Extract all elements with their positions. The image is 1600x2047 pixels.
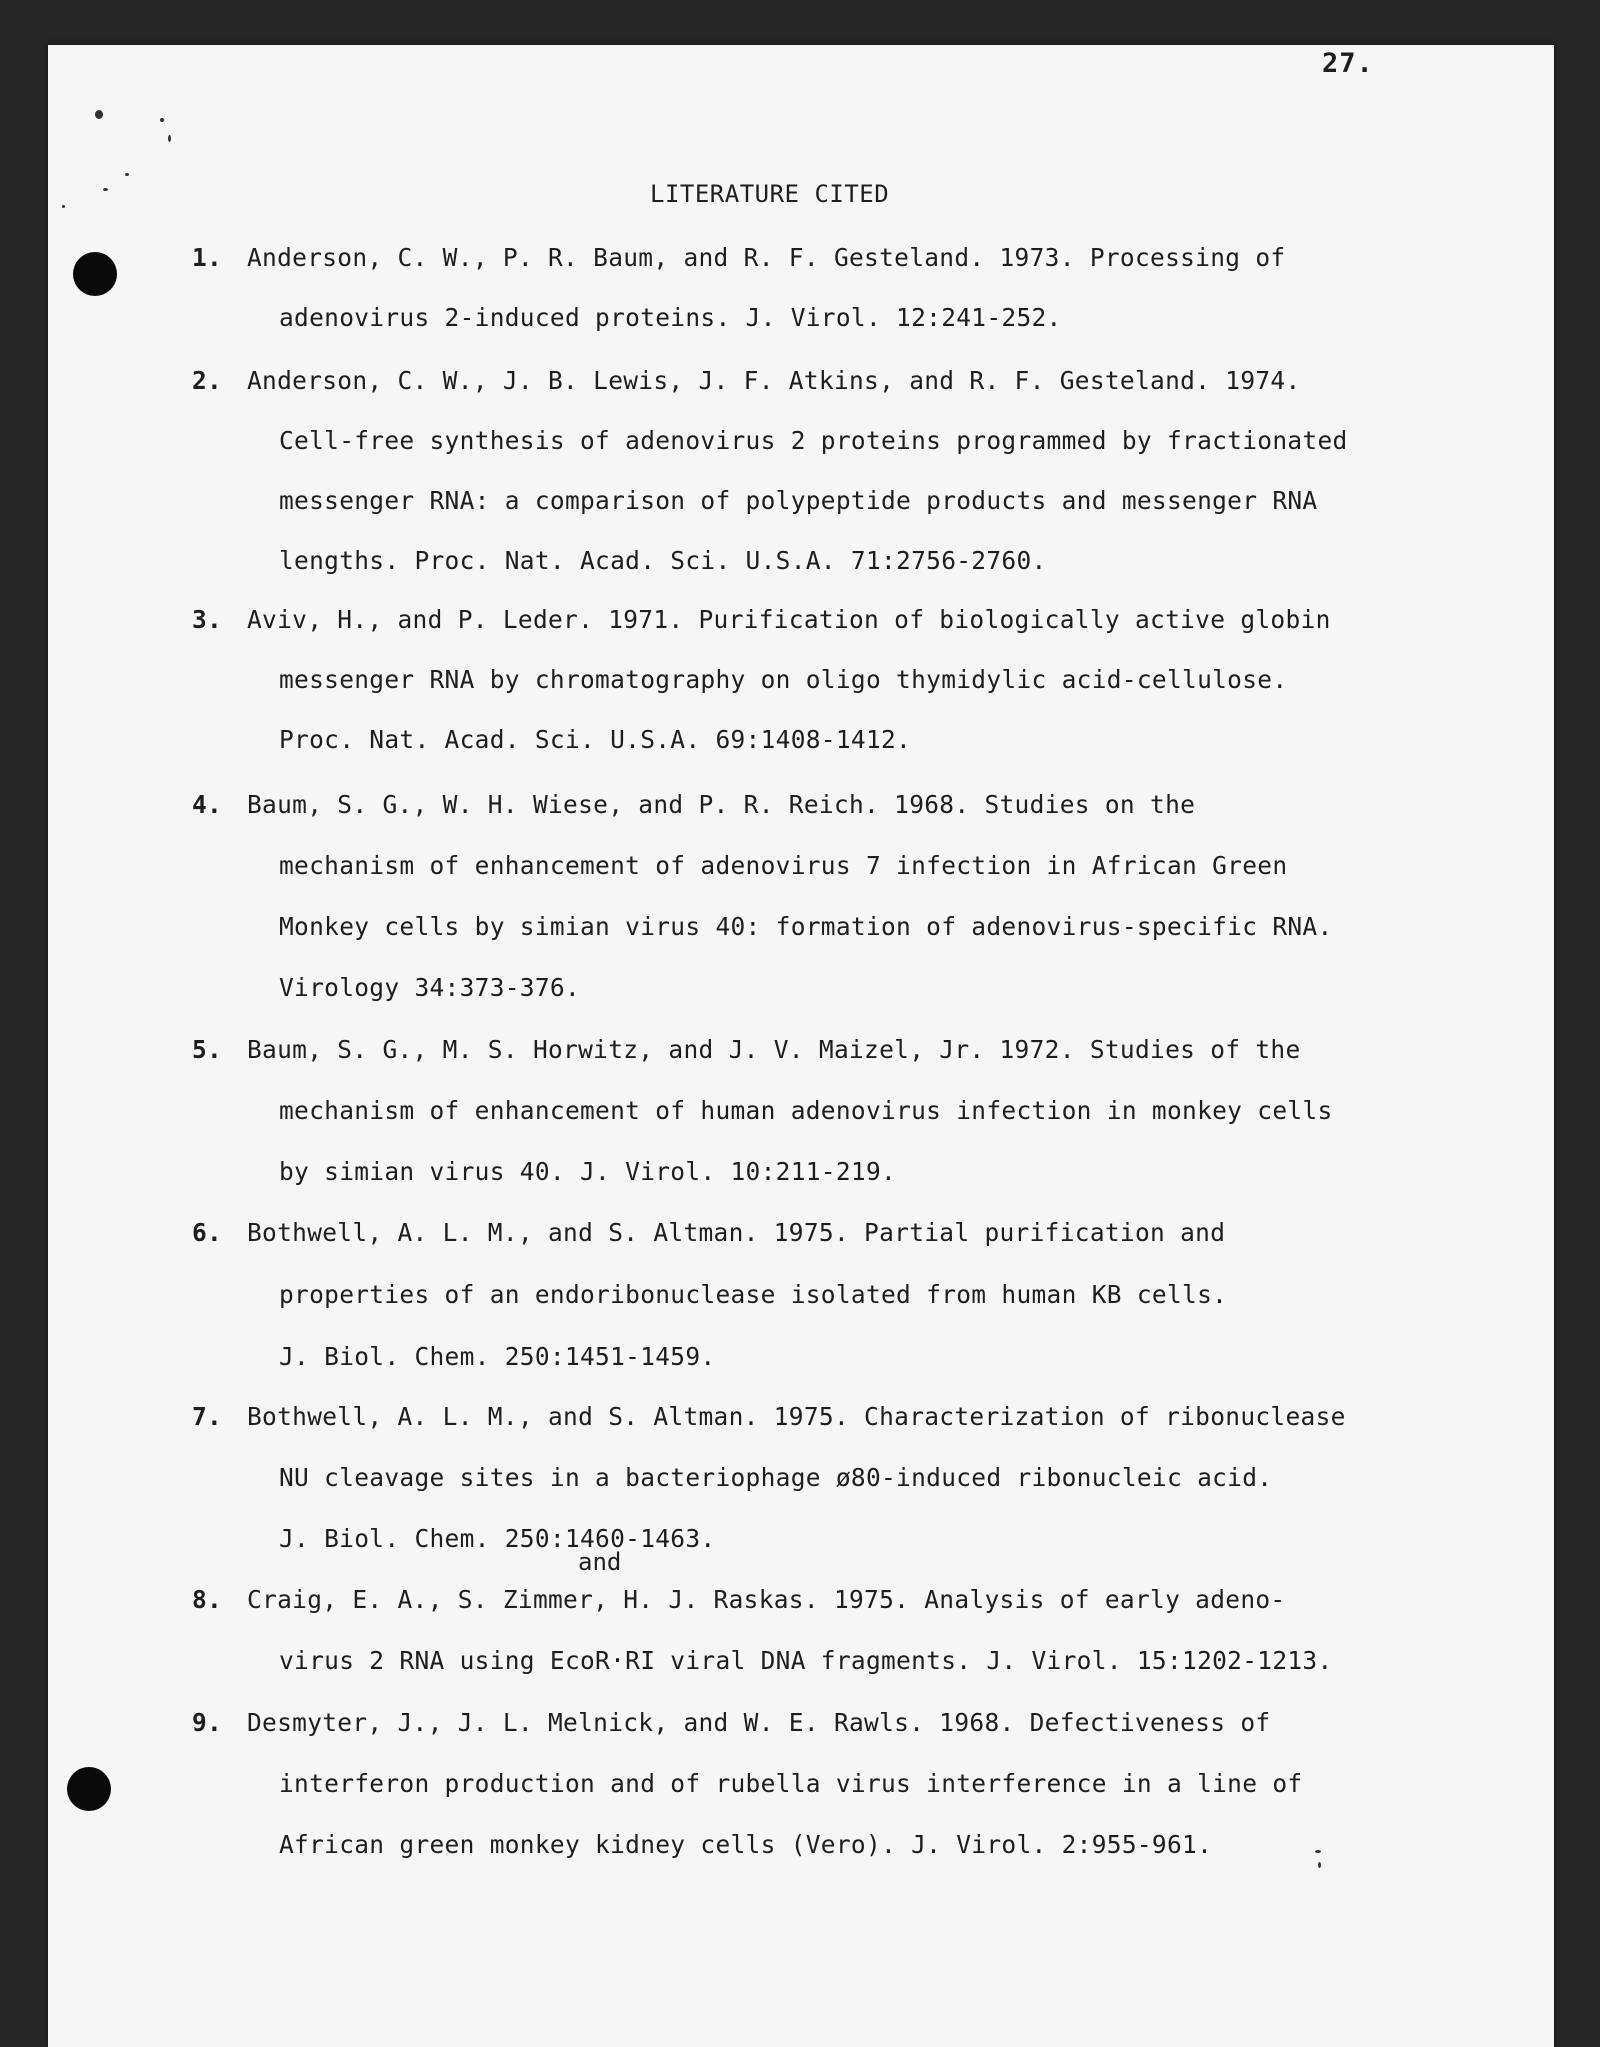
reference-number: 9.: [192, 1708, 223, 1737]
paper-speck: [160, 118, 164, 122]
paper-speck: [1315, 1850, 1321, 1853]
reference-text-line: Baum, S. G., M. S. Horwitz, and J. V. Maizel, Jr. 1972. Studies of the: [247, 1035, 1301, 1064]
reference-text-line: mechanism of enhancement of human adenovirus infection in monkey cells: [279, 1096, 1333, 1125]
reference-text-line: Monkey cells by simian virus 40: formation of adenovirus-specific RNA.: [279, 912, 1333, 941]
page-number: 27.: [1322, 48, 1374, 79]
reference-number: 8.: [192, 1585, 223, 1614]
reference-text-line: Baum, S. G., W. H. Wiese, and P. R. Reich. 1968. Studies on the: [247, 790, 1196, 819]
reference-text-line: Proc. Nat. Acad. Sci. U.S.A. 69:1408-1412.: [279, 725, 912, 754]
reference-text-line: Aviv, H., and P. Leder. 1971. Purification of biologically active globin: [247, 605, 1331, 634]
reference-text-line: by simian virus 40. J. Virol. 10:211-219.: [279, 1157, 897, 1186]
punch-hole-bottom: [67, 1767, 111, 1811]
paper-speck: [1318, 1862, 1321, 1868]
reference-text-line: mechanism of enhancement of adenovirus 7 infection in African Green: [279, 851, 1288, 880]
reference-text-line: J. Biol. Chem. 250:1451-1459.: [279, 1342, 716, 1371]
reference-text-line: Cell-free synthesis of adenovirus 2 proteins programmed by fractionated: [279, 426, 1348, 455]
page-title: LITERATURE CITED: [650, 180, 890, 208]
reference-text-line: African green monkey kidney cells (Vero). J. Virol. 2:955-961.: [279, 1830, 1213, 1859]
handwritten-insertion: and: [578, 1548, 622, 1576]
reference-number: 3.: [192, 605, 223, 634]
reference-text-line: Anderson, C. W., P. R. Baum, and R. F. Gesteland. 1973. Processing of: [247, 243, 1286, 272]
reference-text-line: NU cleavage sites in a bacteriophage ø80-induced ribonucleic acid.: [279, 1463, 1273, 1492]
paper-speck: [168, 135, 171, 142]
paper-speck: [62, 205, 65, 208]
reference-text-line: Anderson, C. W., J. B. Lewis, J. F. Atkins, and R. F. Gesteland. 1974.: [247, 366, 1301, 395]
reference-text-line: Craig, E. A., S. Zimmer, H. J. Raskas. 1975. Analysis of early adeno-: [247, 1585, 1286, 1614]
reference-text-line: lengths. Proc. Nat. Acad. Sci. U.S.A. 71:2756-2760.: [279, 546, 1047, 575]
reference-number: 5.: [192, 1035, 223, 1064]
reference-text-line: messenger RNA: a comparison of polypeptide products and messenger RNA: [279, 486, 1318, 515]
reference-text-line: interferon production and of rubella virus interference in a line of: [279, 1769, 1303, 1798]
reference-number: 6.: [192, 1218, 223, 1247]
reference-text-line: Desmyter, J., J. L. Melnick, and W. E. Rawls. 1968. Defectiveness of: [247, 1708, 1271, 1737]
paper-speck: [103, 188, 108, 191]
reference-number: 4.: [192, 790, 223, 819]
reference-text-line: messenger RNA by chromatography on oligo thymidylic acid-cellulose.: [279, 665, 1288, 694]
reference-text-line: adenovirus 2-induced proteins. J. Virol. 12:241-252.: [279, 303, 1062, 332]
reference-text-line: Bothwell, A. L. M., and S. Altman. 1975. Partial purification and: [247, 1218, 1226, 1247]
reference-text-line: Bothwell, A. L. M., and S. Altman. 1975. Characterization of ribonuclease: [247, 1402, 1346, 1431]
reference-number: 7.: [192, 1402, 223, 1431]
reference-text-line: virus 2 RNA using EcoR·RI viral DNA fragments. J. Virol. 15:1202-1213.: [279, 1646, 1333, 1675]
reference-text-line: J. Biol. Chem. 250:1460-1463.: [279, 1524, 716, 1553]
reference-number: 2.: [192, 366, 223, 395]
reference-text-line: Virology 34:373-376.: [279, 973, 581, 1002]
reference-text-line: properties of an endoribonuclease isolated from human KB cells.: [279, 1280, 1228, 1309]
paper-speck: [95, 110, 103, 119]
paper-speck: [125, 173, 129, 176]
punch-hole-top: [73, 252, 117, 296]
reference-number: 1.: [192, 243, 223, 272]
